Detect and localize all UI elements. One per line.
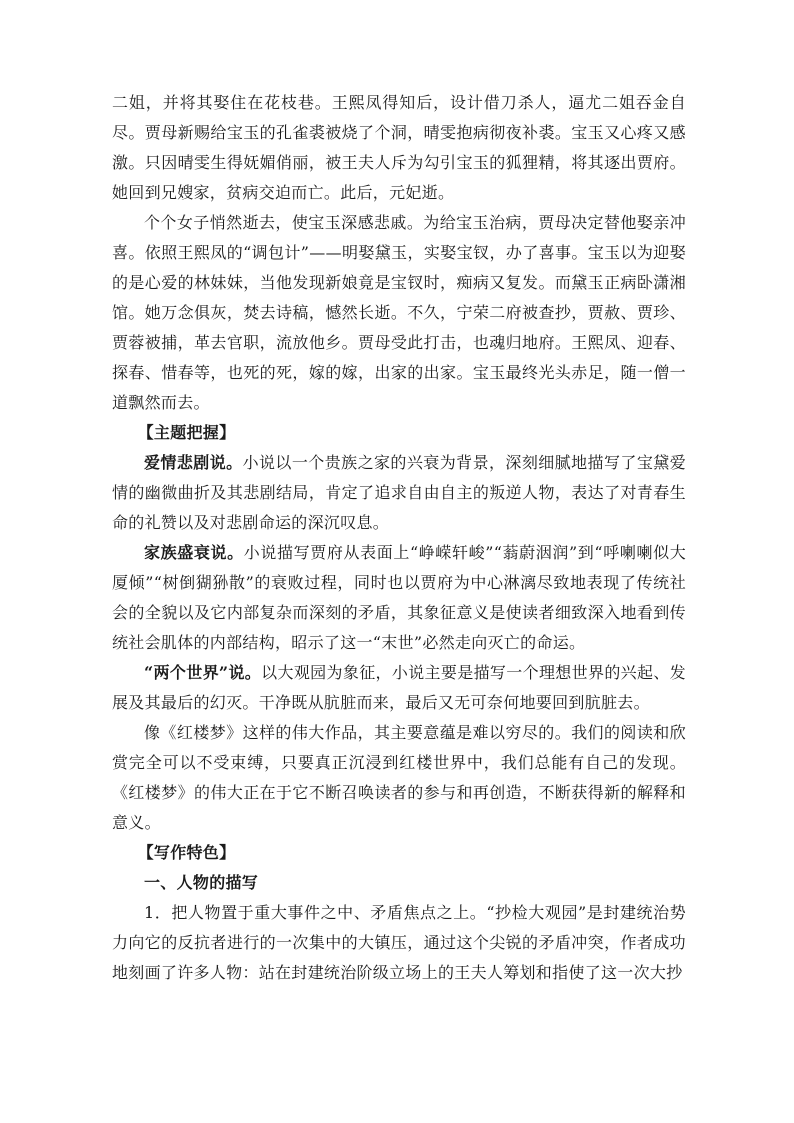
paragraph-closing: 像《红楼梦》这样的伟大作品，其主要意蕴是难以穷尽的。我们的阅读和欣赏完全可以不受束缚，只要真正沉浸到红楼世界中，我们总能有自己的发现。《红楼梦》的伟大正在于它不断召唤读者的参与和再创造，不断获得新的解释和意义。 [112,723,686,832]
theme-item-two-worlds [112,658,686,718]
theme-item-text: 小说描写贾府从表面上“峥嵘轩峻”“蓊蔚洇润”到“呼喇喇似大厦倾”“树倒猢狲散”的衰败过程，同时也以贾府为中心淋漓尽致地表现了传统社会的全貌以及它内部复杂而深刻的矛盾，其象征意义是使读者细致深入地看到传统社会肌体的内部结构，昭示了这一“末世”必然走向灭亡的命运。 [112,543,686,652]
theme-item-lead: “两个世界”说。 [144,663,262,682]
theme-item-text: 以大观园为象征，小说主要是描写一个理想世界的兴起、发展及其最后的幻灭。干净既从肮脏而来，最后又无可奈何地要回到肮脏去。 [112,663,686,712]
section-heading-writing: 【写作特色】 [137,843,236,862]
theme-item-lead: 家族盛衰说。 [144,543,244,562]
theme-item-love-tragedy [112,448,686,538]
theme-item-text: 小说以一个贵族之家的兴衰为背景，深刻细腻地描写了宝黛爱情的幽微曲折及其悲剧结局，肯定了追求自由自主的叛逆人物，表达了对青春生命的礼赞以及对悲剧命运的深沉叹息。 [112,453,686,532]
document-page [112,88,686,988]
subheading-character-portrayal: 一、人物的描写 [144,873,259,892]
paragraph-continued: 二姐，并将其娶住在花枝巷。王熙凤得知后，设计借刀杀人，逼尤二姐吞金自尽。贾母新赐给宝玉的孔雀裘被烧了个洞，晴雯抱病彻夜补裘。宝玉又心疼又感激。只因晴雯生得妩媚俏丽，被王夫人斥为勾引宝玉的狐狸精，将其逐出贾府。她回到兄嫂家，贫病交迫而亡。此后，元妃逝。 [112,93,686,202]
paragraph-plot-ending: 个个女子悄然逝去，使宝玉深感悲戚。为给宝玉治病，贾母决定替他娶亲冲喜。依照王熙凤的“调包计”——明娶黛玉，实娶宝钗，办了喜事。宝玉以为迎娶的是心爱的林妹妹，当他发现新娘竟是宝钗时，痴病又复发。而黛玉正病卧潇湘馆。她万念俱灰，焚去诗稿，憾然长逝。不久，宁荣二府被查抄，贾赦、贾珍、贾蓉被捕，革去官职，流放他乡。贾母受此打击，也魂归地府。王熙凤、迎春、探春、惜春等，也死的死，嫁的嫁，出家的出家。宝玉最终光头赤足，随一僧一道飘然而去。 [112,213,686,412]
theme-item-lead: 爱情悲剧说。 [144,453,243,472]
theme-item-family-decline [112,538,686,658]
section-heading-theme: 【主题把握】 [137,423,236,442]
writing-point-1: 1．把人物置于重大事件之中、矛盾焦点之上。“抄检大观园”是封建统治势力向它的反抗者进行的一次集中的大镇压，通过这个尖锐的矛盾冲突，作者成功地刻画了许多人物：站在封建统治阶级立场上的王夫人筹划和指使了这一次大抄 [112,903,686,982]
